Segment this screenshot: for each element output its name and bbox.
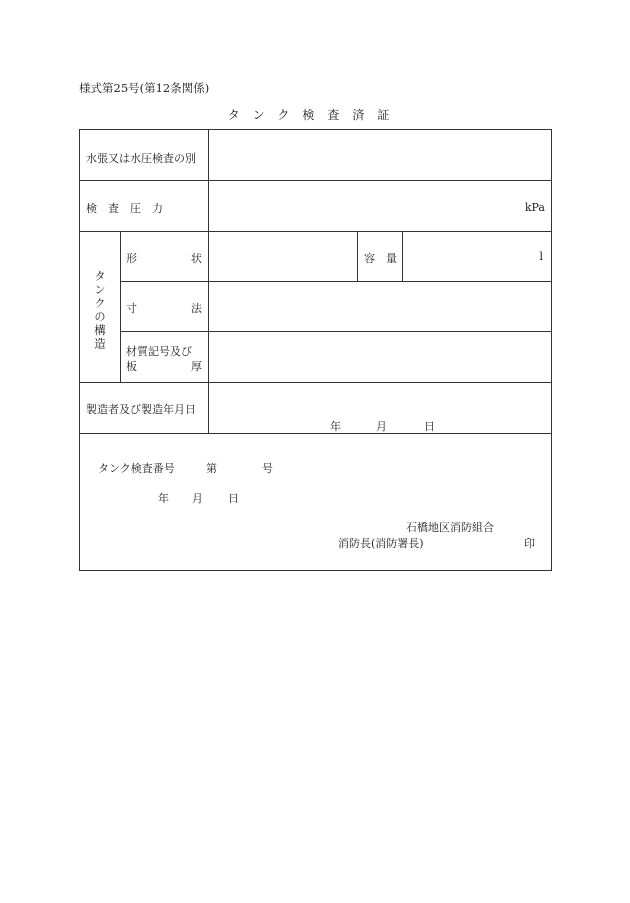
row-divider [120,281,552,282]
inspection-pressure-field[interactable] [213,190,513,222]
inspection-type-label: 水張又は水圧検査の別 [86,152,196,165]
dimension-label [126,300,202,316]
tank-inspection-number-label: タンク検査番号 [98,462,175,475]
row-divider [80,382,552,383]
material-label-left: 板 [126,360,137,373]
material-label-line2 [126,358,202,374]
issue-month: 月 [192,492,203,505]
manufacture-year: 年 [330,420,341,433]
column-divider [357,231,358,281]
number-prefix: 第 [206,462,217,475]
capacity-label: 容 量 [364,252,397,265]
tank-structure-label: タンクの構造 [93,270,107,351]
inspection-type-field[interactable] [213,140,547,172]
pressure-unit: kPa [524,201,545,214]
column-divider [208,130,209,433]
row-divider [80,433,552,434]
shape-label [126,250,202,266]
column-divider [402,231,403,281]
material-label-line1: 材質記号及び [126,345,192,358]
fire-chief-title: 消防長(消防署長) [338,537,424,550]
capacity-unit: l [539,250,543,263]
row-divider [120,331,552,332]
document-title: タンク検査済証 [227,108,403,122]
issue-year: 年 [158,492,169,505]
certificate-form [79,129,552,571]
form-number: 様式第25号(第12条関係) [79,81,210,95]
manufacturer-field[interactable] [213,388,547,410]
shape-field[interactable] [213,240,351,272]
material-label-right: 厚 [191,360,202,373]
number-suffix: 号 [262,462,273,475]
seal-mark: 印 [524,537,535,550]
dimension-label-left: 寸 [126,302,137,315]
dimension-field[interactable] [213,290,547,322]
capacity-field[interactable] [408,240,528,272]
row-divider [80,180,552,181]
material-field[interactable] [213,340,547,374]
manufacture-month: 月 [376,420,387,433]
row-divider [80,231,552,232]
shape-label-right: 状 [191,252,202,265]
column-divider [120,231,121,382]
inspection-pressure-label: 検 査 圧 力 [86,202,163,215]
shape-label-left: 形 [126,252,137,265]
manufacturer-label: 製造者及び製造年月日 [86,403,196,416]
manufacture-day: 日 [424,420,435,433]
dimension-label-right: 法 [191,302,202,315]
inspection-number-field[interactable] [224,456,260,476]
organization-name: 石橋地区消防組合 [406,521,494,534]
issue-day: 日 [228,492,239,505]
